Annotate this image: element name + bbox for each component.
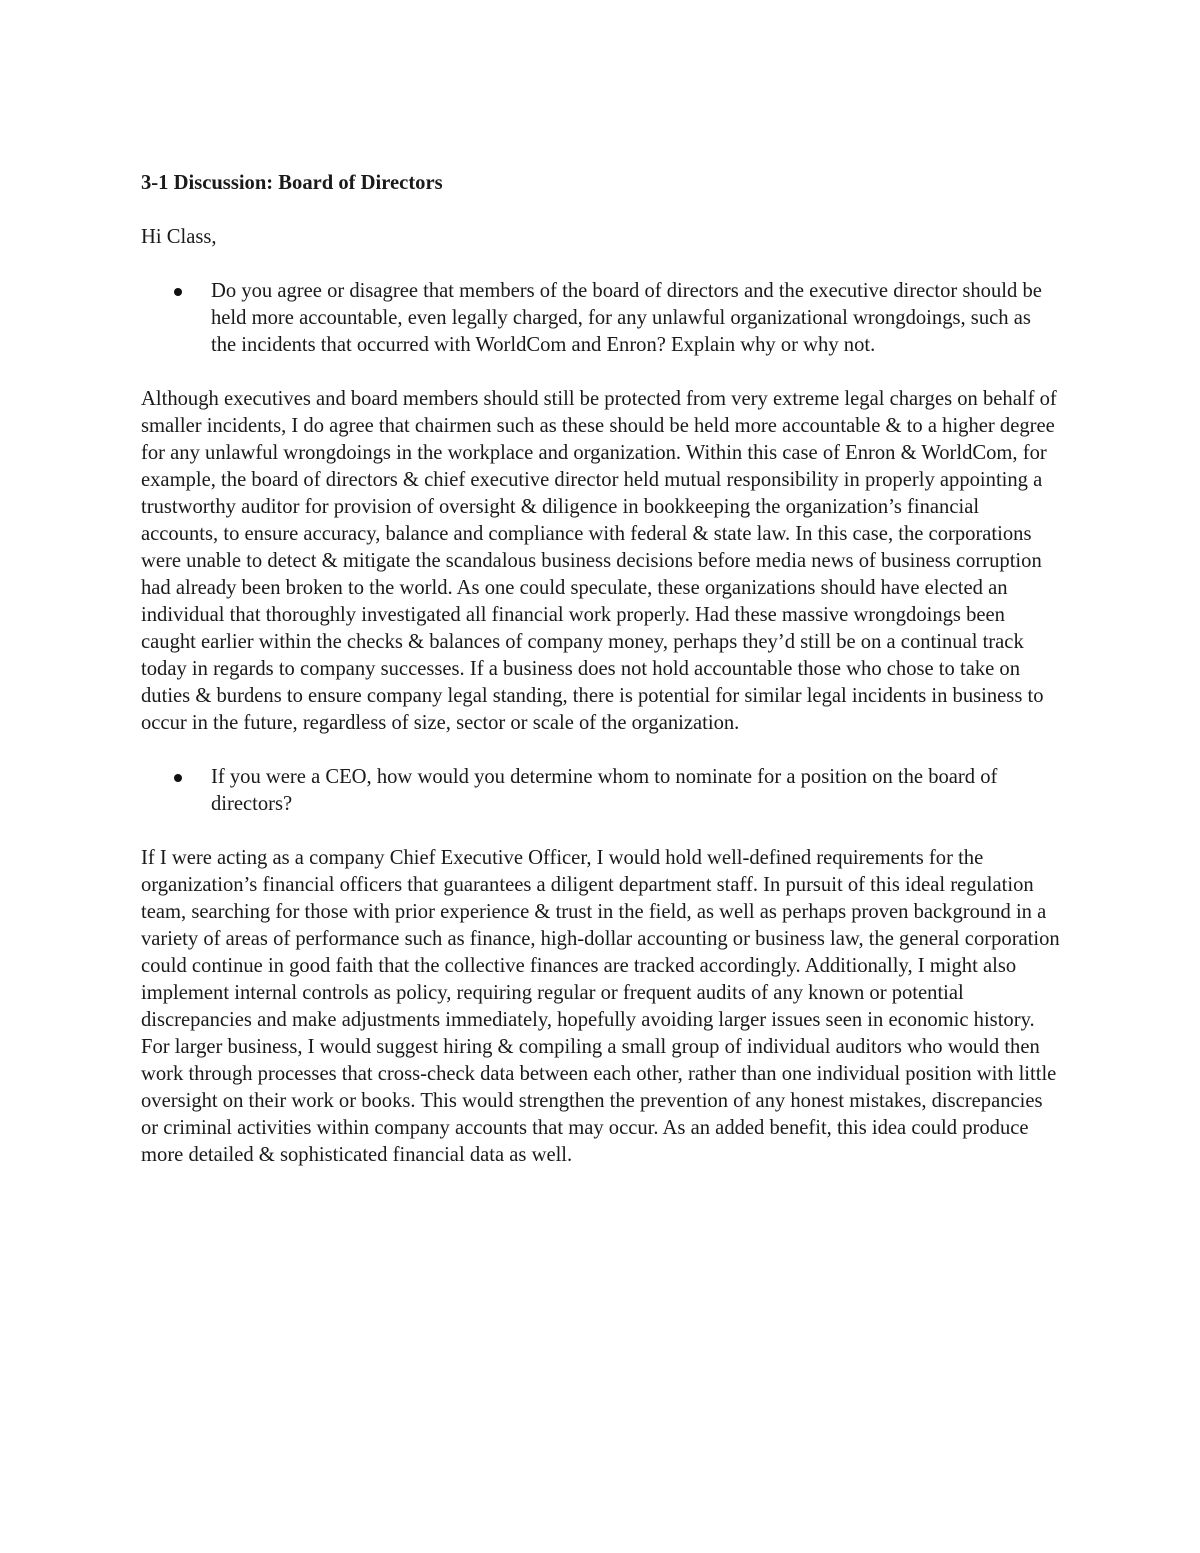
question-list-1 — [141, 278, 1066, 359]
question-item — [141, 764, 1066, 818]
answer-2-paragraph: If I were acting as a company Chief Executive Officer, I would hold well-defined requirements for the organization’s financial officers that guarantees a diligent department staff. In pursuit of this ideal regulation team, searching for those with prior experience & trust in the field, as well as perhaps proven background in a variety of areas of performance such as finance, high-dollar accounting or business law, the general corporation could continue in good faith that the collective finances are tracked accordingly. Additionally, I might also implement internal controls as policy, requiring regular or frequent audits of any known or potential discrepancies and make adjustments immediately, hopefully avoiding larger issues seen in economic history. For larger business, I would suggest hiring & compiling a small group of individual auditors who would then work through processes that cross-check data between each other, rather than one individual position with little oversight on their work or books. This would strengthen the prevention of any honest mistakes, discrepancies or criminal activities within company accounts that may occur. As an added benefit, this idea could produce more detailed & sophisticated financial data as well. — [141, 847, 1060, 1166]
document-title: 3-1 Discussion: Board of Directors — [141, 172, 443, 194]
answer-1-paragraph: Although executives and board members should still be protected from very extreme legal charges on behalf of smaller incidents, I do agree that chairmen such as these should be held more accountable & to a higher degree for any unlawful wrongdoings in the workplace and organization. Within this case of Enron & WorldCom, for example, the board of directors & chief executive director held mutual responsibility in properly appointing a trustworthy auditor for provision of oversight & diligence in bookkeeping the organization’s financial accounts, to ensure accuracy, balance and compliance with federal & state law. In this case, the corporations were unable to detect & mitigate the scandalous business decisions before media news of business corruption had already been broken to the world. As one could speculate, these organizations should have elected an individual that thoroughly investigated all financial work properly. Had these massive wrongdoings been caught earlier within the checks & balances of company money, perhaps they’d still be on a continual track today in regards to company successes. If a business does not hold accountable those who chose to take on duties & burdens to ensure company legal standing, there is potential for similar legal incidents in business to occur in the future, regardless of size, sector or scale of the organization. — [141, 388, 1057, 734]
greeting: Hi Class, — [141, 226, 217, 248]
question-item — [141, 278, 1066, 359]
question-list-2 — [141, 764, 1066, 818]
bullet-icon — [174, 288, 182, 296]
question-1-text: Do you agree or disagree that members of the board of directors and the executive director should be held more accountable, even legally charged, for any unlawful organizational wrongdoings, such as the incidents that occurred with WorldCom and Enron? Explain why or why not. — [211, 280, 1042, 356]
question-2-text: If you were a CEO, how would you determine whom to nominate for a position on the board of directors? — [211, 766, 998, 815]
bullet-icon — [174, 774, 182, 782]
document-page — [141, 170, 1066, 1196]
